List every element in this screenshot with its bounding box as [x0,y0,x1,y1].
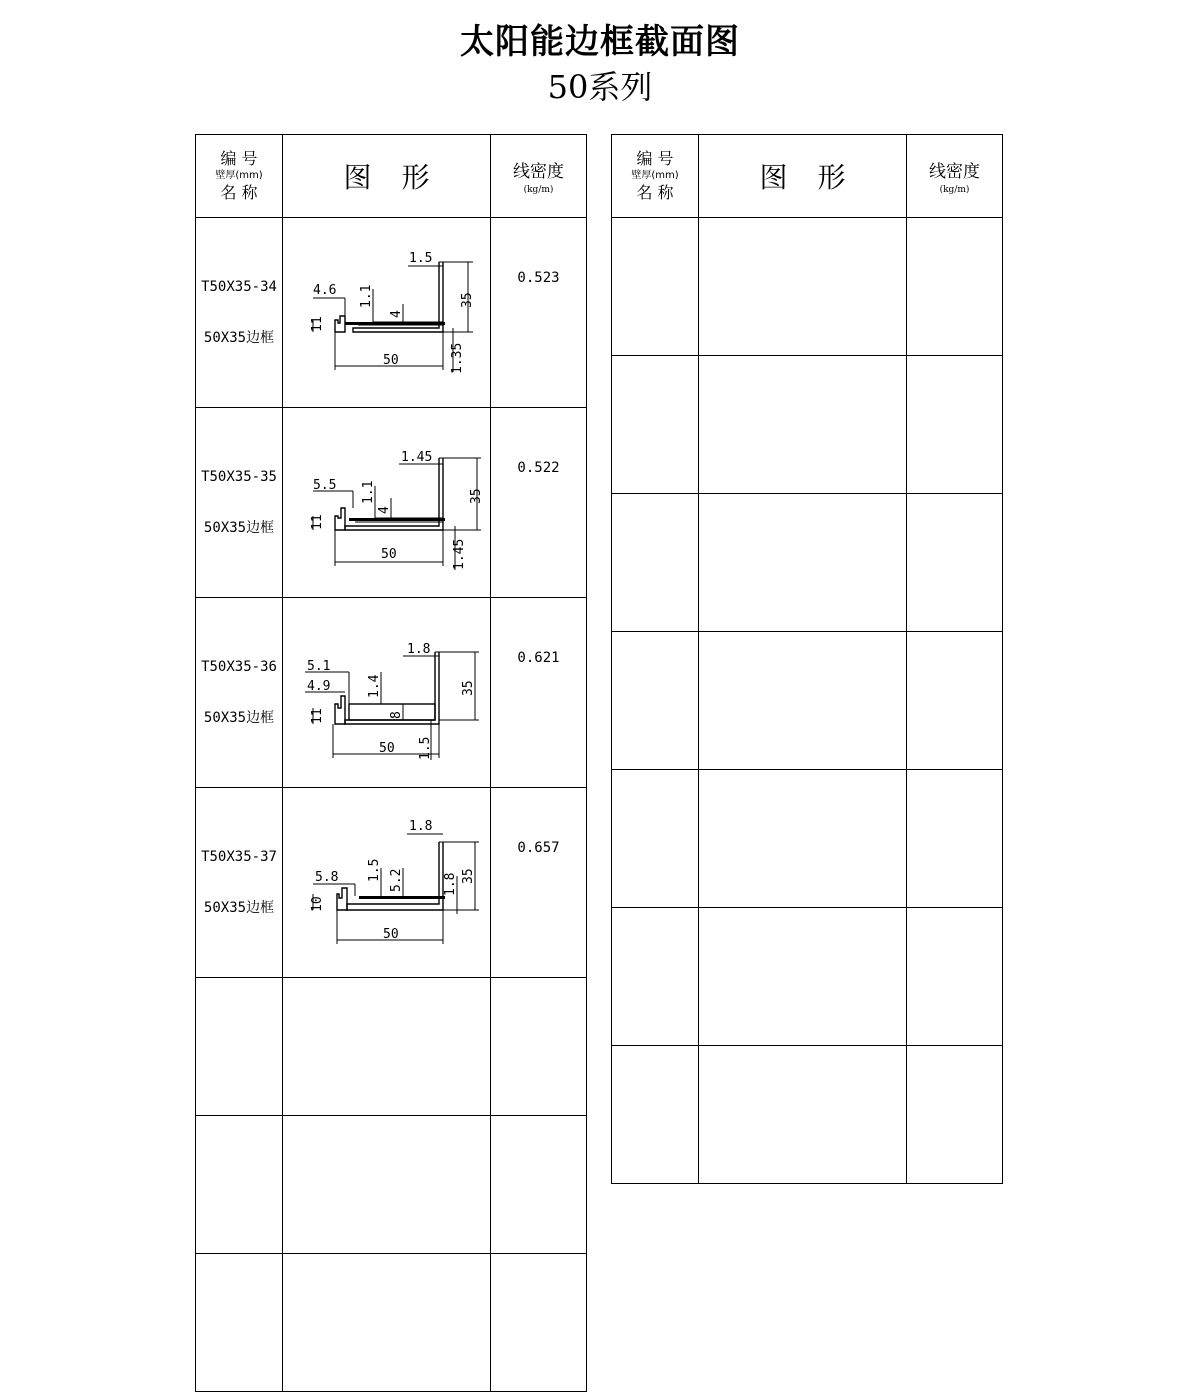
dim-label: 50 [383,927,399,942]
dim-label: 35 [460,292,475,308]
profile-lip [335,316,345,332]
empty-row [612,1046,1003,1184]
dim-label: 50 [379,741,395,756]
header-figure-label: 图形 [283,135,491,218]
density-value: 0.621 [491,598,587,788]
profile-base-section [359,896,445,899]
header-code-cell [612,135,699,218]
profile-drawing [283,814,490,951]
dim-label: 1.4 [367,674,382,698]
empty-row [196,1116,587,1254]
profile-name: 50X35边框 [203,899,275,916]
profile-lip [335,508,345,530]
density-value: 0.522 [491,408,587,598]
profile-drawing [283,244,490,381]
dim-label: 5.8 [315,870,339,885]
dim-label: 8 [389,711,404,719]
right-table [611,134,1003,1184]
profile-drawing [283,434,490,571]
empty-row [612,632,1003,770]
dim-label: 11 [310,514,325,530]
header-code-label: 编 号 [636,148,674,168]
dim-label: 11 [310,708,325,724]
left-table [195,134,587,1392]
header-thickness-label: 壁厚(mm) [215,170,263,182]
table-row [196,408,587,598]
density-value: 0.657 [491,788,587,978]
profile-name: 50X35边框 [203,709,275,726]
profile-lip [337,888,347,910]
empty-row [196,1254,587,1392]
dim-label: 50 [381,547,397,562]
profile-drawing [283,624,490,761]
header-thickness-label: 壁厚(mm) [631,170,679,182]
header-code-label: 编 号 [220,148,258,168]
dim-label: 5.1 [307,659,331,674]
dim-label: 1.8 [443,872,458,896]
dim-label: 5.2 [389,868,404,892]
header-row [196,135,587,218]
dim-label: 50 [383,353,399,368]
dim-label: 1.1 [361,480,376,504]
dim-label: 11 [310,316,325,332]
dim-label: 1.8 [407,642,431,657]
header-name-label: 名 称 [220,182,258,202]
empty-row [612,218,1003,356]
dim-label: 35 [469,488,484,504]
profile-name: 50X35边框 [203,329,275,346]
dim-label: 1.35 [450,342,465,374]
density-value: 0.523 [491,218,587,408]
empty-row [612,494,1003,632]
dim-label: 1.5 [367,858,382,882]
header-code-cell [196,135,283,218]
header-density-unit: (kg/m) [523,185,554,195]
page-subtitle: 50系列 [547,68,653,106]
header-density-cell [491,135,587,218]
profile-lip [335,696,345,724]
empty-row [612,908,1003,1046]
dim-label: 35 [461,868,476,884]
profile-code: T50X35-37 [201,848,277,865]
header-density-label: 线密度 [513,162,564,182]
profile-code: T50X35-34 [201,278,277,295]
profile-name: 50X35边框 [203,519,275,536]
table-row [196,598,587,788]
dim-label: 1.1 [359,284,374,308]
page-title: 太阳能边框截面图 [460,22,740,62]
dim-label: 1.8 [409,819,433,834]
dim-label: 1.5 [418,736,433,760]
dim-label: 4.6 [313,283,337,298]
dim-label: 4.9 [307,679,331,694]
profile-code: T50X35-35 [201,468,277,485]
header-figure-label: 图形 [699,135,907,218]
empty-row [196,978,587,1116]
table-row [196,218,587,408]
empty-row [612,356,1003,494]
dim-label: 4 [389,310,404,318]
header-row [612,135,1003,218]
profile-code: T50X35-36 [201,658,277,675]
dim-label: 1.5 [409,251,433,266]
empty-row [612,770,1003,908]
dim-label: 5.5 [313,478,337,493]
dim-label: 4 [377,506,392,514]
dim-label: 10 [310,896,325,912]
table-row [196,788,587,978]
dim-label: 1.45 [452,538,467,570]
dim-label: 1.45 [401,450,433,465]
header-density-unit: (kg/m) [939,185,970,195]
header-density-cell [907,135,1003,218]
dim-label: 35 [461,680,476,696]
header-density-label: 线密度 [929,162,980,182]
header-name-label: 名 称 [636,182,674,202]
